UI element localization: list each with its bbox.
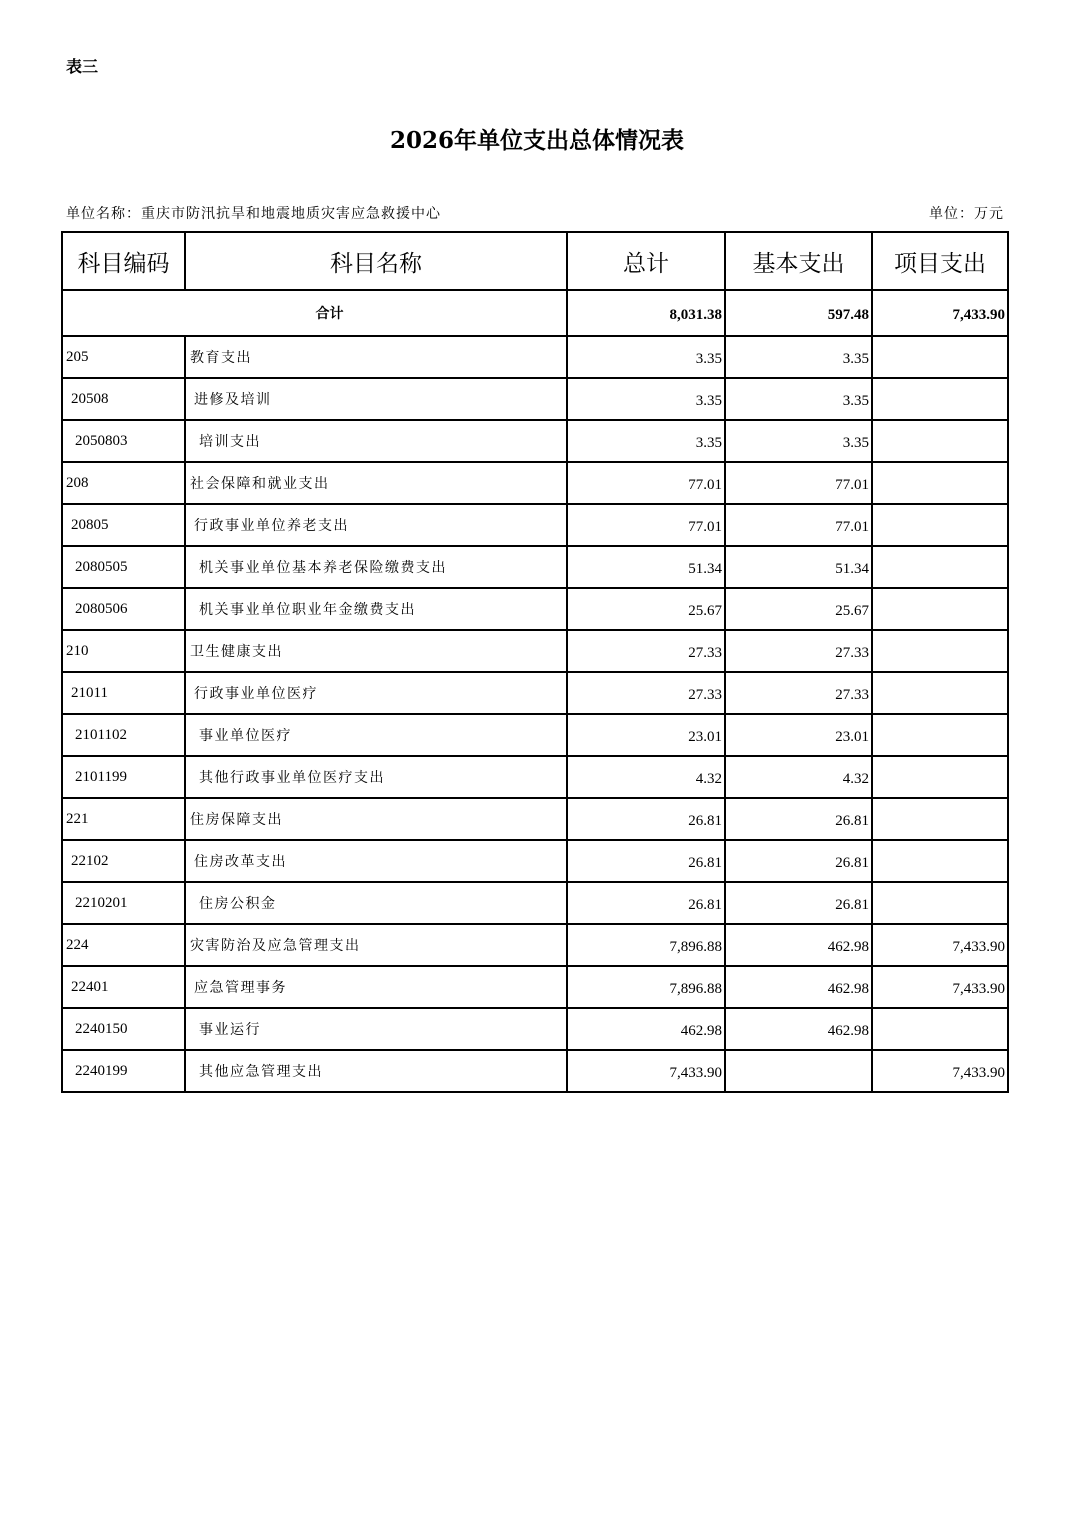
cell-code: 22401 xyxy=(62,966,185,1008)
cell-code: 208 xyxy=(62,462,185,504)
cell-basic: 3.35 xyxy=(725,336,872,378)
table-row xyxy=(62,1008,1008,1050)
cell-basic: 51.34 xyxy=(725,546,872,588)
cell-code: 2240150 xyxy=(62,1008,185,1050)
table-row xyxy=(62,1050,1008,1092)
table-row xyxy=(62,588,1008,630)
cell-total: 23.01 xyxy=(567,714,725,756)
header-row xyxy=(62,232,1008,290)
cell-total: 26.81 xyxy=(567,882,725,924)
cell-name: 事业运行 xyxy=(185,1008,567,1050)
cell-basic: 77.01 xyxy=(725,504,872,546)
table-row xyxy=(62,966,1008,1008)
cell-code: 20805 xyxy=(62,504,185,546)
cell-basic: 26.81 xyxy=(725,882,872,924)
cell-basic: 3.35 xyxy=(725,378,872,420)
cell-project xyxy=(872,756,1008,798)
table-row xyxy=(62,798,1008,840)
cell-name: 行政事业单位医疗 xyxy=(185,672,567,714)
cell-total: 7,896.88 xyxy=(567,966,725,1008)
cell-code: 205 xyxy=(62,336,185,378)
cell-total: 25.67 xyxy=(567,588,725,630)
header-basic: 基本支出 xyxy=(725,232,872,290)
cell-basic: 25.67 xyxy=(725,588,872,630)
cell-total: 77.01 xyxy=(567,462,725,504)
cell-total: 7,896.88 xyxy=(567,924,725,966)
cell-name: 其他应急管理支出 xyxy=(185,1050,567,1092)
cell-code: 2101102 xyxy=(62,714,185,756)
cell-project xyxy=(872,462,1008,504)
table-row xyxy=(62,504,1008,546)
table-row xyxy=(62,420,1008,462)
cell-basic: 3.35 xyxy=(725,420,872,462)
cell-basic: 4.32 xyxy=(725,756,872,798)
cell-basic: 26.81 xyxy=(725,798,872,840)
cell-name: 行政事业单位养老支出 xyxy=(185,504,567,546)
table-row xyxy=(62,714,1008,756)
cell-basic: 27.33 xyxy=(725,630,872,672)
total-project: 7,433.90 xyxy=(872,290,1008,336)
cell-project xyxy=(872,504,1008,546)
cell-basic: 462.98 xyxy=(725,1008,872,1050)
cell-code: 2240199 xyxy=(62,1050,185,1092)
cell-project xyxy=(872,1008,1008,1050)
cell-total: 3.35 xyxy=(567,336,725,378)
cell-total: 7,433.90 xyxy=(567,1050,725,1092)
cell-basic: 77.01 xyxy=(725,462,872,504)
cell-project xyxy=(872,882,1008,924)
table-row xyxy=(62,630,1008,672)
cell-code: 2080506 xyxy=(62,588,185,630)
table-row xyxy=(62,336,1008,378)
cell-name: 机关事业单位职业年金缴费支出 xyxy=(185,588,567,630)
cell-project xyxy=(872,378,1008,420)
table-row xyxy=(62,882,1008,924)
total-total: 8,031.38 xyxy=(567,290,725,336)
cell-code: 22102 xyxy=(62,840,185,882)
cell-total: 27.33 xyxy=(567,672,725,714)
cell-name: 卫生健康支出 xyxy=(185,630,567,672)
header-code: 科目编码 xyxy=(62,232,185,290)
cell-name: 其他行政事业单位医疗支出 xyxy=(185,756,567,798)
cell-code: 21011 xyxy=(62,672,185,714)
cell-total: 4.32 xyxy=(567,756,725,798)
cell-basic: 26.81 xyxy=(725,840,872,882)
cell-project xyxy=(872,672,1008,714)
header-total: 总计 xyxy=(567,232,725,290)
cell-code: 2101199 xyxy=(62,756,185,798)
cell-code: 210 xyxy=(62,630,185,672)
cell-total: 26.81 xyxy=(567,798,725,840)
cell-code: 224 xyxy=(62,924,185,966)
cell-code: 2080505 xyxy=(62,546,185,588)
total-row xyxy=(62,290,1008,336)
cell-code: 20508 xyxy=(62,378,185,420)
cell-code: 2050803 xyxy=(62,420,185,462)
cell-name: 社会保障和就业支出 xyxy=(185,462,567,504)
cell-code: 221 xyxy=(62,798,185,840)
table-row xyxy=(62,462,1008,504)
cell-basic: 462.98 xyxy=(725,924,872,966)
unit-name-label: 单位名称：重庆市防汛抗旱和地震地质灾害应急救援中心 xyxy=(66,206,441,222)
cell-code: 2210201 xyxy=(62,882,185,924)
cell-basic: 27.33 xyxy=(725,672,872,714)
cell-project xyxy=(872,546,1008,588)
cell-total: 77.01 xyxy=(567,504,725,546)
cell-project: 7,433.90 xyxy=(872,966,1008,1008)
cell-project xyxy=(872,336,1008,378)
cell-total: 51.34 xyxy=(567,546,725,588)
cell-name: 教育支出 xyxy=(185,336,567,378)
table-row xyxy=(62,546,1008,588)
cell-name: 住房改革支出 xyxy=(185,840,567,882)
cell-name: 应急管理事务 xyxy=(185,966,567,1008)
cell-project xyxy=(872,798,1008,840)
cell-basic: 23.01 xyxy=(725,714,872,756)
total-label: 合计 xyxy=(62,290,567,336)
cell-total: 3.35 xyxy=(567,378,725,420)
header-project: 项目支出 xyxy=(872,232,1008,290)
cell-project: 7,433.90 xyxy=(872,1050,1008,1092)
cell-total: 26.81 xyxy=(567,840,725,882)
cell-total: 462.98 xyxy=(567,1008,725,1050)
table-row xyxy=(62,378,1008,420)
table-row xyxy=(62,756,1008,798)
page-title: 2026年单位支出总体情况表 xyxy=(389,127,684,154)
cell-project xyxy=(872,630,1008,672)
cell-total: 27.33 xyxy=(567,630,725,672)
cell-name: 事业单位医疗 xyxy=(185,714,567,756)
table-number: 表三 xyxy=(66,57,99,76)
cell-project xyxy=(872,840,1008,882)
table-row xyxy=(62,840,1008,882)
total-basic: 597.48 xyxy=(725,290,872,336)
cell-name: 进修及培训 xyxy=(185,378,567,420)
cell-name: 住房保障支出 xyxy=(185,798,567,840)
header-name: 科目名称 xyxy=(185,232,567,290)
cell-name: 培训支出 xyxy=(185,420,567,462)
cell-project: 7,433.90 xyxy=(872,924,1008,966)
cell-project xyxy=(872,588,1008,630)
cell-project xyxy=(872,420,1008,462)
cell-total: 3.35 xyxy=(567,420,725,462)
cell-project xyxy=(872,714,1008,756)
cell-name: 住房公积金 xyxy=(185,882,567,924)
cell-basic xyxy=(725,1050,872,1092)
cell-name: 机关事业单位基本养老保险缴费支出 xyxy=(185,546,567,588)
table-row xyxy=(62,672,1008,714)
cell-name: 灾害防治及应急管理支出 xyxy=(185,924,567,966)
expenditure-table xyxy=(61,231,1009,1093)
cell-basic: 462.98 xyxy=(725,966,872,1008)
currency-unit-label: 单位：万元 xyxy=(929,206,1004,222)
table-row xyxy=(62,924,1008,966)
